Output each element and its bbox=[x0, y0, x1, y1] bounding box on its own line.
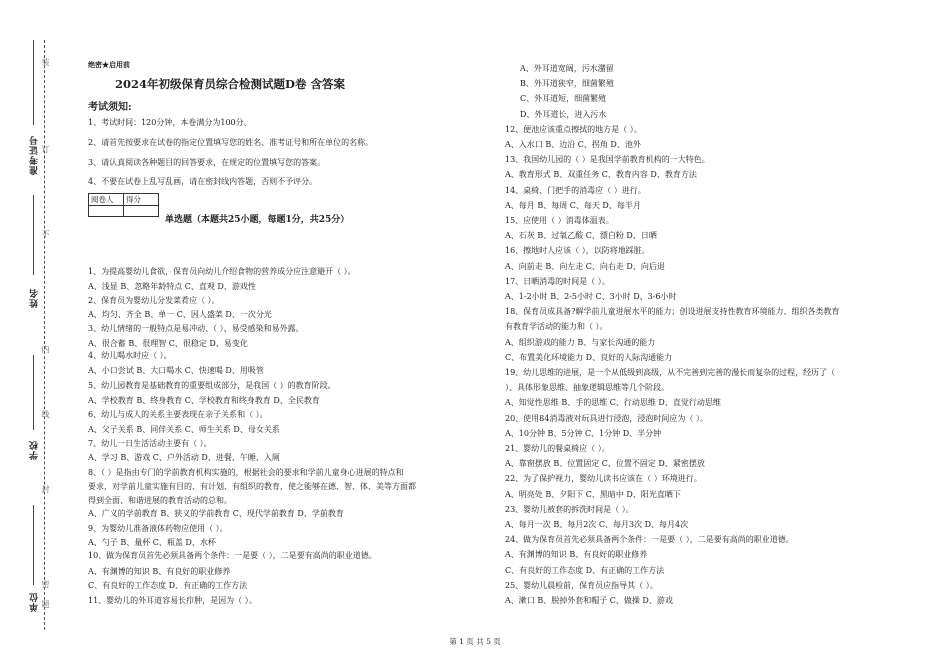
question-line: 13、我国幼儿园的（ ）是我国学前教育机构的一大特色。 bbox=[505, 155, 710, 164]
question-line: A、每月 B、每周 C、每天 D、每半月 bbox=[505, 201, 641, 210]
score-points-cell: 得分 bbox=[124, 194, 159, 206]
question-line: 14、桌椅、门把手的消毒应（ ）进行。 bbox=[505, 186, 646, 195]
question-line: ）、具体形象思维、抽象逻辑思维等几个阶段。 bbox=[505, 383, 669, 392]
score-table bbox=[88, 193, 159, 217]
notice-item: 4、不要在试卷上乱写乱画，请在密封线内答题，否则不予评分。 bbox=[88, 177, 318, 186]
unit-underline bbox=[33, 505, 34, 585]
question-line: A、勺子 B、量杯 C、瓶盖 D、水杯 bbox=[88, 538, 216, 547]
question-line: 7、幼儿一日生活活动主要有（ ）。 bbox=[88, 439, 212, 448]
question-line: A、学校教育 B、终身教育 C、学校教育和终身教育 D、全民教育 bbox=[88, 396, 320, 405]
binding-mark: 装 bbox=[41, 58, 50, 66]
notice-heading: 考试须知: bbox=[88, 102, 132, 113]
question-line: A、漱口 B、脱掉外套和帽子 C、做操 D、游戏 bbox=[505, 596, 673, 605]
question-line: 要求，对学前儿童实施有目的、有计划、有组织的教育，使之能够在德、智、体、美等方面都 bbox=[88, 482, 416, 491]
confidential-mark: 绝密★启用前 bbox=[88, 60, 130, 69]
question-line: 6、幼儿与成人的关系主要表现在亲子关系和（ ）。 bbox=[88, 410, 268, 419]
question-line: 2、保育员为婴幼儿分发菜肴应（ ）。 bbox=[88, 296, 220, 305]
question-line: A、组织游戏的能力 B、与家长沟通的能力 bbox=[505, 338, 656, 347]
notice-item: 2、请首先按要求在试卷的指定位置填写您的姓名、准考证号和所在单位的名称。 bbox=[88, 138, 374, 147]
score-grader-blank[interactable] bbox=[89, 206, 124, 217]
question-line: A、10分钟 B、5分钟 C、1分钟 D、半分钟 bbox=[505, 429, 662, 438]
question-line: D、外耳道长，进入污水 bbox=[520, 110, 607, 119]
unit-label: 单位 bbox=[30, 592, 40, 612]
question-line: 有教育学活动的能力和（ ）。 bbox=[505, 322, 608, 331]
binding-mark: 密 bbox=[41, 580, 50, 588]
question-line: A、父子关系 B、同伴关系 C、师生关系 D、母女关系 bbox=[88, 425, 280, 434]
question-line: 18、保育员成具备?解学前儿童进展水平的能力；创设进展支持性教育环境能力、组织各类教育 bbox=[505, 307, 840, 316]
score-grader-cell: 阅卷人 bbox=[89, 194, 124, 206]
question-line: 得到全面、和谐进展的教育活动的总和。 bbox=[88, 496, 232, 505]
question-line: A、很合蓄 B、很理智 C、很稳定 D、易变化 bbox=[88, 339, 248, 348]
question-line: 15、应使用（ ）消毒体温表。 bbox=[505, 216, 614, 225]
exam-number-underline bbox=[33, 40, 34, 125]
question-line: 5、幼儿园教育是基础教育的重要组成部分，是我国（ ）的教育阶段。 bbox=[88, 381, 336, 390]
question-line: 3、幼儿情绪的一般特点是易冲动、（ ）、易受感染和易外露。 bbox=[88, 324, 304, 333]
question-line: 20、使用84消毒液对玩具进行浸泡，浸泡时间应为（ ）。 bbox=[505, 414, 708, 423]
binding-dashed-line bbox=[44, 40, 45, 630]
exam-number-label: 准考证号 bbox=[30, 135, 40, 175]
binding-mark: 订 bbox=[41, 145, 50, 153]
question-line: B、外耳道狭窄，细菌繁殖 bbox=[520, 79, 614, 88]
exam-title: 2024年初级保育员综合检测试题D卷 含答案 bbox=[115, 77, 345, 91]
question-line: 16、擦地时人应该（ ），以防将地踩脏。 bbox=[505, 246, 650, 255]
school-label: 学校 bbox=[30, 440, 40, 460]
question-line: 23、婴幼儿被套的拆洗时间是（ ）。 bbox=[505, 505, 634, 514]
question-line: A、入水口 B、边沿 C、拐角 D、池外 bbox=[505, 140, 641, 149]
question-line: A、广义的学前教育 B、狭义的学前教育 C、现代学前教育 D、学前教育 bbox=[88, 509, 344, 518]
question-line: 12、便池应该重点擦拭的地方是（ ）。 bbox=[505, 125, 642, 134]
question-line: 8、（ ）是指由专门的学前教育机构实施的，根据社会的要求和学前儿童身心进展的特点和 bbox=[88, 468, 404, 477]
name-underline bbox=[33, 195, 34, 275]
question-line: 1、为提高婴幼儿食欲，保育员向幼儿介绍食物的营养成分应注意避开（ ）。 bbox=[88, 267, 356, 276]
question-line: 25、婴幼儿晨检前，保育员应指导其（ ）。 bbox=[505, 581, 658, 590]
question-line: 17、日晒消毒的时间是（ ）。 bbox=[505, 277, 610, 286]
question-line: 4、幼儿喝水时应（ ）。 bbox=[88, 351, 172, 360]
question-line: A、均匀、齐全 B、单一 C、因人盛菜 D、一次分光 bbox=[88, 310, 272, 319]
question-line: A、有渊博的知识 B、有良好的职业修养 bbox=[88, 567, 231, 576]
binding-mark: 不 bbox=[41, 230, 50, 238]
name-label: 姓名 bbox=[30, 288, 40, 308]
question-line: A、靠窗摆放 B、位置固定 C、位置不固定 D、紧密摆放 bbox=[505, 459, 705, 468]
question-line: 11、婴幼儿的外耳道容易长疖肿，是因为（ ）。 bbox=[88, 596, 257, 605]
question-line: 10、做为保育员首先必须具备两个条件：一是要（ ），二是要有高尚的职业道德。 bbox=[88, 551, 377, 560]
notice-item: 3、请认真阅读各种题目的回答要求，在规定的位置填写您的答案。 bbox=[88, 158, 326, 167]
school-underline bbox=[33, 355, 34, 430]
page-footer: 第 1 页 共 5 页 bbox=[449, 637, 501, 646]
question-line: A、明亮处 B、夕阳下 C、黑暗中 D、阳光直晒下 bbox=[505, 490, 681, 499]
question-line: A、向前走 B、向左走 C、向右走 D、向后退 bbox=[505, 262, 665, 271]
question-line: A、1-2小时 B、2-5小时 C、3小时 D、3-6小时 bbox=[505, 292, 677, 301]
question-line: A、教育形式 B、双重任务 C、教育内容 D、教育方法 bbox=[505, 170, 697, 179]
question-line: 21、婴幼儿的餐桌椅应（ ）。 bbox=[505, 444, 610, 453]
question-line: 24、做为保育员首先必须具备两个条件：一是要（ ），二是要有高尚的职业道德。 bbox=[505, 535, 794, 544]
binding-mark: 题 bbox=[41, 600, 50, 608]
binding-mark: 封 bbox=[41, 485, 50, 493]
binding-mark: 线 bbox=[41, 410, 50, 418]
question-line: A、外耳道宽阔，污水潴留 bbox=[520, 64, 614, 73]
score-points-blank[interactable] bbox=[124, 206, 159, 217]
question-line: A、每月一次 B、每月2次 C、每月3次 D、每月4次 bbox=[505, 520, 689, 529]
question-line: C、布置美化环境能力 D、良好的人际沟通能力 bbox=[505, 353, 673, 362]
notice-item: 1、考试时间：120分钟，本卷满分为100分。 bbox=[88, 118, 252, 127]
question-line: 22、为了保护视力，婴幼儿读书应该在（ ）环境进行。 bbox=[505, 474, 702, 483]
question-line: 19、幼儿思维的进展，是一个从低级到高级，从不完善到完善的漫长而复杂的过程，经历了（ bbox=[505, 368, 836, 377]
question-line: A、小口尝试 B、大口喝水 C、快速喝 D、用吸管 bbox=[88, 366, 264, 375]
question-line: A、知觉性思维 B、手的思维 C、行动思维 D、直觉行动思维 bbox=[505, 398, 721, 407]
question-line: A、石灰 B、过氧乙酸 C、漂白粉 D、日晒 bbox=[505, 231, 657, 240]
question-line: C、有良好的工作态度 D、有正确的工作方法 bbox=[505, 566, 665, 575]
section-title: 单选题（本题共25小题，每题1分，共25分） bbox=[165, 215, 350, 225]
question-line: C、外耳道短，细菌繁殖 bbox=[520, 94, 607, 103]
question-line: A、学习 B、游戏 C、户外活动 D、进餐、午睡、入厕 bbox=[88, 453, 280, 462]
question-line: 9、为婴幼儿准备液体药物应使用（ ）。 bbox=[88, 524, 228, 533]
question-line: A、浅显 B、忽略年龄特点 C、直观 D、游戏性 bbox=[88, 282, 256, 291]
question-line: A、有渊博的知识 B、有良好的职业修养 bbox=[505, 550, 648, 559]
binding-mark: 内 bbox=[41, 345, 50, 353]
question-line: C、有良好的工作态度 D、有正确的工作方法 bbox=[88, 581, 248, 590]
